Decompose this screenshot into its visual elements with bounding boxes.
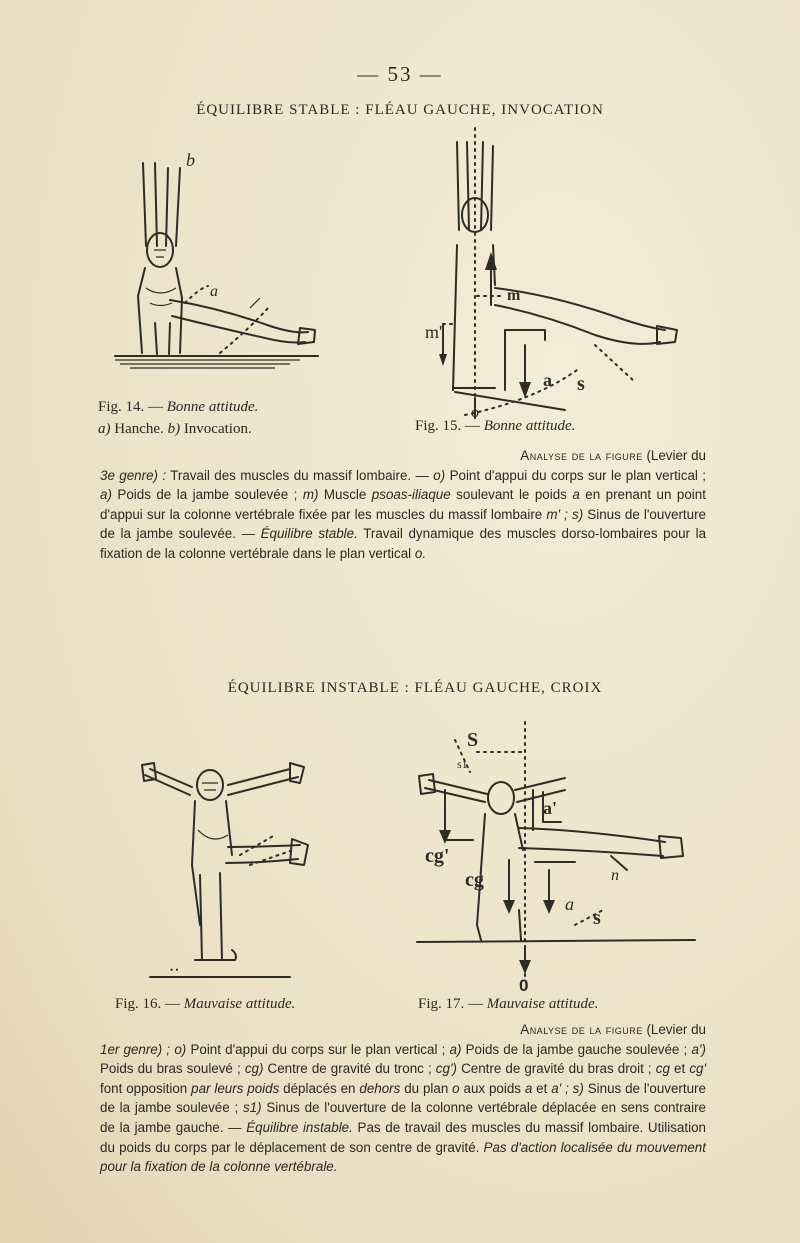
fig14-label-b: b (186, 150, 195, 170)
figure-15-illustration (395, 120, 695, 420)
fig15-caption: Fig. 15. — Bonne attitude. (415, 418, 576, 434)
fig17-label-o: 0 (519, 976, 529, 995)
section-title-instable: ÉQUILIBRE INSTABLE : FLÉAU GAUCHE, CROIX (227, 680, 603, 696)
section-title-stable: ÉQUILIBRE STABLE : FLÉAU GAUCHE, INVOCATION (196, 102, 604, 118)
page-number: — 53 — (357, 62, 443, 86)
fig15-label-m-prime: m' (425, 322, 443, 342)
fig17-label-s: S (467, 729, 479, 751)
fig17-label-cg: cg (465, 869, 484, 891)
svg-text:n: n (611, 867, 619, 884)
fig17-caption: Fig. 17. — Mauvaise attitude. (418, 996, 599, 1012)
fig17-label-cg-prime: cg' (425, 845, 450, 867)
analysis-paragraph-1: Analyse de la figure (Levier du 3e genre) : Travail des muscles du massif lombaire. — o) Point d'appui du corps sur le plan vertical ; a) Poids de la jambe soulevée ; m) Muscle psoas-iliaque soulevant le poids a en prenant un point d'appui sur la colonne vertébrale fixée par les muscles du massif lombaire m' ; s) Sinus de l'ouverture de la jambe soulevée. — Équilibre stable. Travail dynamique des muscles dorso-lombaires pour la fixation de la colonne vertébrale dans le plan vertical o. (100, 448, 707, 561)
fig17-label-s1: s1 (457, 757, 468, 771)
fig17-label-s-small: s (593, 907, 601, 929)
fig15-label-o: o (471, 404, 479, 421)
fig15-label-m: m (507, 287, 521, 304)
fig15-label-s: s (577, 373, 585, 395)
analysis-paragraph-2: Analyse de la figure (Levier du 1er genre) ; o) Point d'appui du corps sur le plan vertical ; a) Poids de la jambe gauche soulevée ; a') Poids du bras soulevé ; cg) Centre de gravité du tronc ; cg') Centre de gravité du bras droit ; cg et cg' font opposition par leurs poids déplacés en dehors du plan o aux poids a et a' ; s) Sinus de l'ouverture de la jambe soulevée ; s1) Sinus de l'ouverture de la colonne vertébrale déplacée en sens contraire de la jambe gauche. — Équilibre instable. Pas de travail des muscles du massif lombaire. Utilisation du poids du corps par le déplacement de son centre de gravité. Pas d'action localisée du mouvement pour la fixation de la colonne vertébrale. (100, 1022, 707, 1175)
fig14-caption: Fig. 14. — Bonne attitude. a) Hanche. b) Invocation. (98, 399, 259, 437)
fig17-label-a: a (565, 894, 574, 914)
svg-text:• •: • • (170, 965, 179, 975)
figure-17-illustration (415, 710, 700, 990)
fig17-label-a-prime: a' (543, 798, 558, 818)
figure-14-illustration (100, 138, 325, 388)
fig15-label-a: a (543, 370, 552, 390)
fig16-caption: Fig. 16. — Mauvaise attitude. (115, 996, 296, 1012)
fig14-label-a: a (210, 283, 218, 300)
figure-16-illustration (140, 755, 310, 983)
